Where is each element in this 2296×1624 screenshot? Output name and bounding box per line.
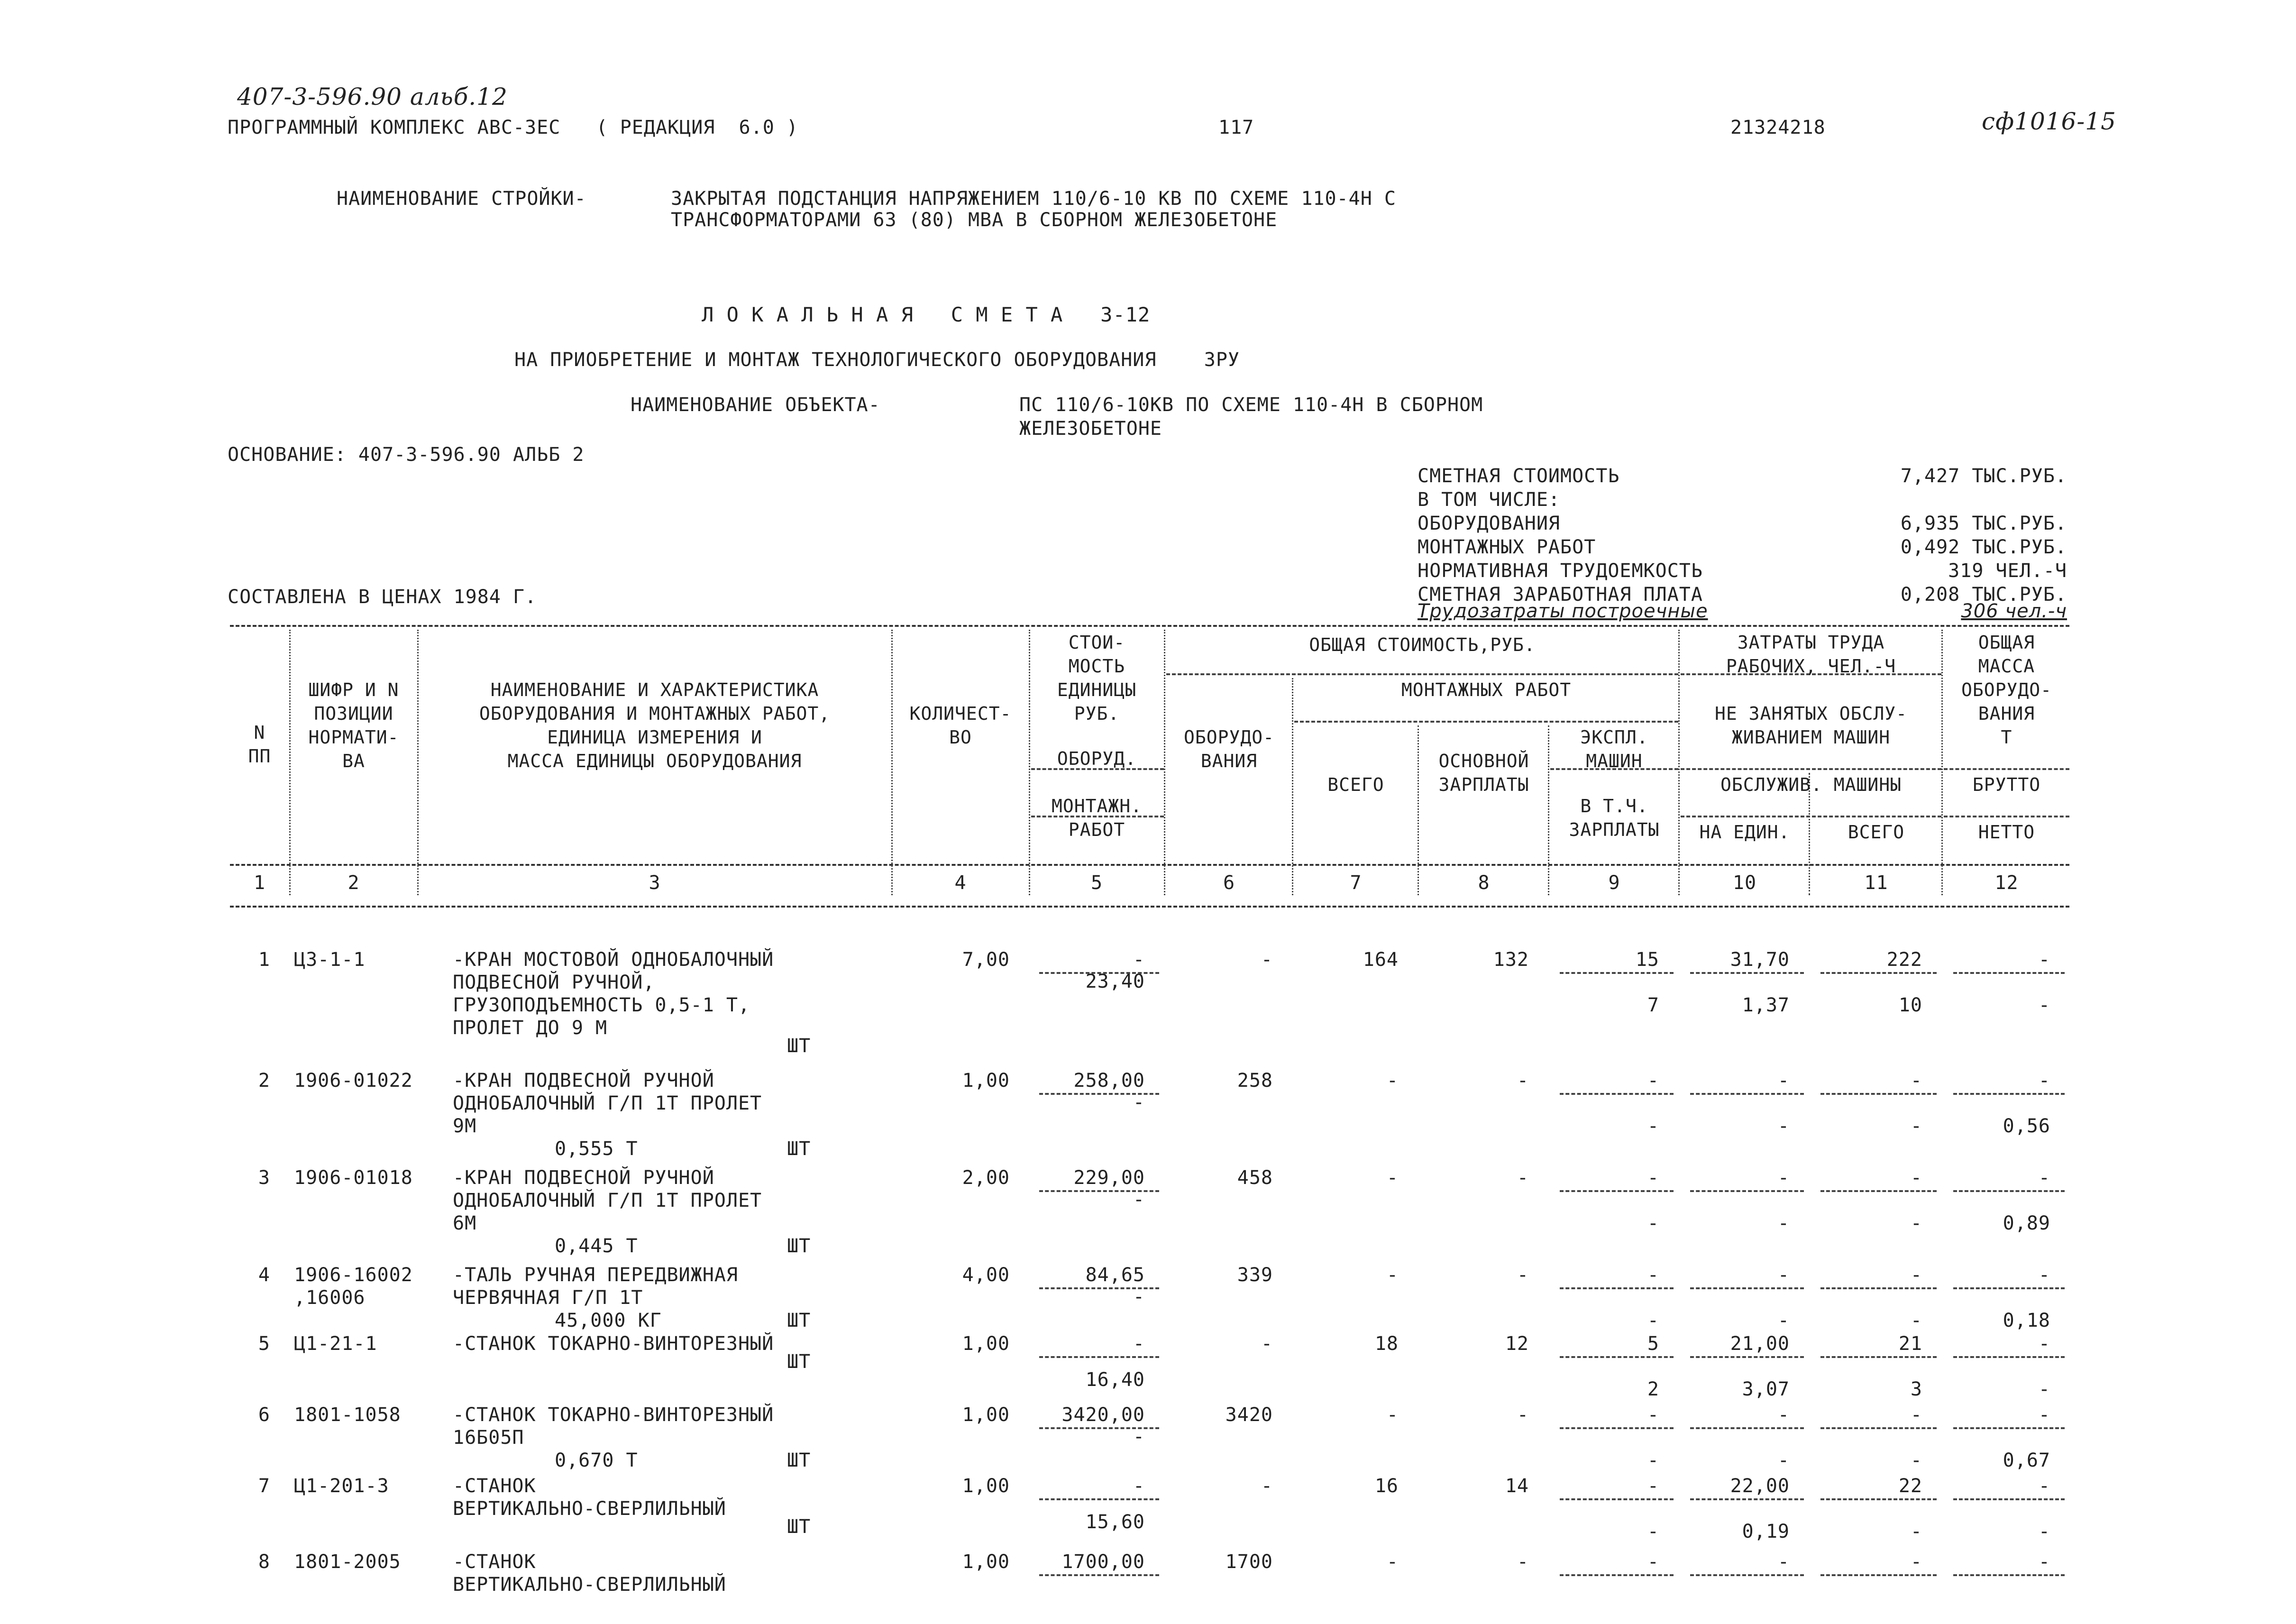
object-label: НАИМЕНОВАНИЕ ОБЪЕКТА- xyxy=(631,394,880,416)
cell-divider-rule xyxy=(1953,1287,2065,1289)
row-number: 5 xyxy=(258,1333,270,1355)
row-labor-per-unit: - xyxy=(1777,1070,1790,1092)
row-number: 7 xyxy=(258,1475,270,1497)
row-labor-per-unit: 22,00 xyxy=(1730,1475,1790,1497)
col-header-unit-equipment: ОБОРУД. xyxy=(1057,748,1137,769)
col-header-mass: ОБЩАЯ МАССА ОБОРУДО- ВАНИЯ Т xyxy=(1961,632,2052,748)
row-number: 4 xyxy=(258,1264,270,1286)
row-serving-per-unit: - xyxy=(1777,1450,1790,1471)
col-divider xyxy=(1418,725,1419,895)
cell-divider-rule xyxy=(1039,1093,1159,1095)
row-name: -КРАН ПОДВЕСНОЙ РУЧНОЙ ОДНОБАЛОЧНЫЙ Г/П 1Т ПРОЛЕТ 6М xyxy=(453,1167,762,1234)
cell-divider-rule xyxy=(1953,1190,2065,1192)
row-unit-mounting-cost: 23,40 xyxy=(1085,971,1145,992)
row-serving-per-unit: - xyxy=(1777,1115,1790,1137)
row-quantity: 7,00 xyxy=(962,949,1010,971)
row-serving-per-unit: 1,37 xyxy=(1742,994,1790,1016)
row-quantity: 1,00 xyxy=(962,1551,1010,1573)
row-unit-equipment-cost: - xyxy=(1133,1333,1145,1355)
row-equipment-total: 258 xyxy=(1237,1070,1273,1092)
col-header-gross: БРУТТО xyxy=(1972,774,2041,795)
row-mass-net: - xyxy=(2038,994,2050,1016)
row-serving-per-unit: 3,07 xyxy=(1742,1378,1790,1400)
cell-divider-rule xyxy=(1690,1498,1804,1500)
row-labor-per-unit: 31,70 xyxy=(1730,949,1790,971)
cell-divider-rule xyxy=(1690,1356,1804,1358)
row-machines-salary: - xyxy=(1647,1212,1659,1234)
row-mass-net: 0,56 xyxy=(2003,1115,2050,1137)
object-line-1: ПС 110/6-10КВ ПО СХЕМЕ 110-4Н В СБОРНОМ xyxy=(1019,394,1483,416)
cell-divider-rule xyxy=(1560,1356,1674,1358)
cell-divider-rule xyxy=(1560,1190,1674,1192)
row-serving-total: 3 xyxy=(1910,1378,1922,1400)
cell-divider-rule xyxy=(1953,972,2065,974)
row-machines: 15 xyxy=(1635,949,1659,971)
column-number: 2 xyxy=(348,872,360,894)
col-header-per-unit: НА ЕДИН. xyxy=(1699,822,1790,843)
cell-divider-rule xyxy=(1820,1427,1937,1429)
construction-line-2: ТРАНСФОРМАТОРАМИ 63 (80) МВА В СБОРНОМ ЖЕЛЕЗОБЕТОНЕ xyxy=(671,209,1278,231)
row-name: -ТАЛЬ РУЧНАЯ ПЕРЕДВИЖНАЯ ЧЕРВЯЧНАЯ Г/П 1Т xyxy=(453,1264,738,1309)
header-rule xyxy=(1681,816,1941,817)
row-machines: - xyxy=(1647,1070,1659,1092)
cell-divider-rule xyxy=(1690,1093,1804,1095)
row-labor-per-unit: - xyxy=(1777,1551,1790,1573)
row-machines-salary: - xyxy=(1647,1310,1659,1331)
row-base-salary: - xyxy=(1517,1551,1529,1573)
row-labor-total: - xyxy=(1910,1167,1922,1189)
row-base-salary: 12 xyxy=(1505,1333,1529,1355)
row-base-salary: 132 xyxy=(1493,949,1529,971)
col-header-code: ШИФР И N ПОЗИЦИИ НОРМАТИ- ВА xyxy=(308,679,399,771)
col-header-net: НЕТТО xyxy=(1978,822,2035,843)
row-unit-mounting-cost: - xyxy=(1133,1286,1145,1308)
col-header-name: НАИМЕНОВАНИЕ И ХАРАКТЕРИСТИКА ОБОРУДОВАНИЯ И МОНТАЖНЫХ РАБОТ, ЕДИНИЦА ИЗМЕРЕНИЯ И МАССА ЕДИНИЦЫ ОБОРУДОВАНИЯ xyxy=(479,679,831,771)
col-header-base-salary: ОСНОВНОЙ ЗАРПЛАТЫ xyxy=(1438,751,1529,795)
cell-divider-rule xyxy=(1560,1093,1674,1095)
row-unit: ШТ xyxy=(787,1035,811,1057)
column-number: 11 xyxy=(1864,872,1888,894)
row-unit-mass: 0,445 Т xyxy=(555,1235,638,1257)
col-header-equipment: ОБОРУДО- ВАНИЯ xyxy=(1183,727,1275,771)
row-unit-equipment-cost: 1700,00 xyxy=(1061,1551,1145,1573)
row-mount-total: - xyxy=(1386,1551,1399,1573)
program-complex: ПРОГРАММНЫЙ КОМПЛЕКС АВС-3ЕС ( РЕДАКЦИЯ 6.0 ) xyxy=(228,117,798,138)
summary-value-handwritten: 306 чел.-ч xyxy=(1961,600,2067,622)
summary-label: СМЕТНАЯ СТОИМОСТЬ xyxy=(1418,465,1620,487)
col-divider xyxy=(891,630,893,895)
header-rule xyxy=(1681,768,1941,770)
summary-value: 0,208 ТЫС.РУБ. xyxy=(1900,584,2067,606)
row-mass-gross: - xyxy=(2038,1264,2050,1286)
estimate-subtitle: НА ПРИОБРЕТЕНИЕ И МОНТАЖ ТЕХНОЛОГИЧЕСКОГО ОБОРУДОВАНИЯ ЗРУ xyxy=(514,349,1240,371)
row-serving-total: - xyxy=(1910,1450,1922,1471)
row-number: 8 xyxy=(258,1551,270,1573)
row-mount-total: 164 xyxy=(1363,949,1399,971)
cell-divider-rule xyxy=(1039,1287,1159,1289)
row-name: -СТАНОК ВЕРТИКАЛЬНО-СВЕРЛИЛЬНЫЙ xyxy=(453,1551,726,1596)
row-unit-equipment-cost: - xyxy=(1133,1475,1145,1497)
col-divider xyxy=(1548,725,1549,895)
row-code: 1801-1058 xyxy=(294,1404,401,1426)
col-header-labor: ЗАТРАТЫ ТРУДА РАБОЧИХ, ЧЕЛ.-Ч xyxy=(1726,632,1896,677)
row-unit-mass: 0,670 Т xyxy=(555,1450,638,1471)
row-serving-per-unit: - xyxy=(1777,1212,1790,1234)
column-number: 8 xyxy=(1478,872,1490,894)
object-line-2: ЖЕЛЕЗОБЕТОНЕ xyxy=(1019,418,1162,440)
col-header-total-cost: ОБЩАЯ СТОИМОСТЬ,РУБ. xyxy=(1309,634,1536,655)
row-unit: ШТ xyxy=(787,1235,811,1257)
row-equipment-total: 3420 xyxy=(1225,1404,1273,1426)
row-equipment-total: 1700 xyxy=(1225,1551,1273,1573)
cell-divider-rule xyxy=(1953,1498,2065,1500)
col-header-not-serving: НЕ ЗАНЯТЫХ ОБСЛУ- ЖИВАНИЕМ МАШИН xyxy=(1715,703,1907,748)
row-labor-total: 222 xyxy=(1886,949,1922,971)
row-machines-salary: 7 xyxy=(1647,994,1659,1016)
row-number: 3 xyxy=(258,1167,270,1189)
numbers-bottom-rule xyxy=(230,906,2069,908)
col-divider xyxy=(1164,630,1165,895)
cell-divider-rule xyxy=(1690,1574,1804,1576)
compiled-in-prices: СОСТАВЛЕНА В ЦЕНАХ 1984 Г. xyxy=(228,586,537,608)
row-quantity: 4,00 xyxy=(962,1264,1010,1286)
row-quantity: 1,00 xyxy=(962,1404,1010,1426)
cell-divider-rule xyxy=(1560,1498,1674,1500)
column-number: 9 xyxy=(1608,872,1620,894)
row-mass-gross: - xyxy=(2038,1333,2050,1355)
summary-label: МОНТАЖНЫХ РАБОТ xyxy=(1418,536,1596,558)
column-number: 5 xyxy=(1090,872,1103,894)
col-header-machines-salary: В Т.Ч. ЗАРПЛАТЫ xyxy=(1569,796,1660,840)
row-labor-total: - xyxy=(1910,1070,1922,1092)
basis: ОСНОВАНИЕ: 407-3-596.90 АЛЬБ 2 xyxy=(228,444,585,466)
row-unit-equipment-cost: - xyxy=(1133,949,1145,971)
cell-divider-rule xyxy=(1820,1356,1937,1358)
sheet-mark: сф1016-15 xyxy=(1982,108,2116,135)
row-number: 6 xyxy=(258,1404,270,1426)
row-machines-salary: - xyxy=(1647,1450,1659,1471)
col-header-mount-total: ВСЕГО xyxy=(1327,774,1384,795)
cell-divider-rule xyxy=(1039,1356,1159,1358)
row-code: Ц3-1-1 xyxy=(294,949,366,971)
cell-divider-rule xyxy=(1039,1574,1159,1576)
header-rule xyxy=(1944,816,2069,817)
row-machines: - xyxy=(1647,1475,1659,1497)
cell-divider-rule xyxy=(1820,1287,1937,1289)
col-header-quantity: КОЛИЧЕСТ- ВО xyxy=(909,703,1012,748)
cell-divider-rule xyxy=(1820,1498,1937,1500)
row-number: 1 xyxy=(258,949,270,971)
summary-label: НОРМАТИВНАЯ ТРУДОЕМКОСТЬ xyxy=(1418,560,1703,582)
row-unit-mounting-cost: 15,60 xyxy=(1085,1511,1145,1533)
row-code: 1906-01022 xyxy=(294,1070,413,1092)
row-unit-equipment-cost: 84,65 xyxy=(1085,1264,1145,1286)
cell-divider-rule xyxy=(1820,1190,1937,1192)
cell-divider-rule xyxy=(1953,1093,2065,1095)
header-rule xyxy=(1166,673,1678,675)
row-mount-total: - xyxy=(1386,1404,1399,1426)
album-number: 407-3-596.90 альб.12 xyxy=(237,83,508,110)
summary-label-handwritten: Трудозатраты построечные xyxy=(1418,600,1708,622)
row-mass-net: - xyxy=(2038,1521,2050,1542)
row-unit-mounting-cost: 16,40 xyxy=(1085,1369,1145,1391)
row-labor-total: 22 xyxy=(1898,1475,1922,1497)
cell-divider-rule xyxy=(1560,1574,1674,1576)
row-unit: ШТ xyxy=(787,1516,811,1538)
row-number: 2 xyxy=(258,1070,270,1092)
estimate-title: Л О К А Л Ь Н А Я С М Е Т А 3-12 xyxy=(702,303,1151,326)
row-serving-total: - xyxy=(1910,1115,1922,1137)
row-unit: ШТ xyxy=(787,1450,811,1471)
row-mass-gross: - xyxy=(2038,1475,2050,1497)
col-header-unit-mounting: МОНТАЖН. РАБОТ xyxy=(1051,796,1143,840)
row-equipment-total: - xyxy=(1261,949,1273,971)
document-code: 21324218 xyxy=(1730,117,1826,138)
row-labor-total: - xyxy=(1910,1264,1922,1286)
header-rule xyxy=(1294,721,1678,723)
cell-divider-rule xyxy=(1820,1574,1937,1576)
row-base-salary: - xyxy=(1517,1404,1529,1426)
row-unit: ШТ xyxy=(787,1138,811,1160)
cell-divider-rule xyxy=(1039,1498,1159,1500)
row-mount-total: - xyxy=(1386,1167,1399,1189)
row-machines-salary: - xyxy=(1647,1115,1659,1137)
col-divider xyxy=(1678,630,1680,895)
summary-label: ОБОРУДОВАНИЯ xyxy=(1418,513,1560,534)
row-code: 1801-2005 xyxy=(294,1551,401,1573)
row-base-salary: 14 xyxy=(1505,1475,1529,1497)
cell-divider-rule xyxy=(1953,1574,2065,1576)
row-serving-per-unit: - xyxy=(1777,1310,1790,1331)
row-unit-mounting-cost: - xyxy=(1133,1426,1145,1448)
row-quantity: 2,00 xyxy=(962,1167,1010,1189)
row-name: -СТАНОК ВЕРТИКАЛЬНО-СВЕРЛИЛЬНЫЙ xyxy=(453,1475,726,1520)
col-header-unit-cost: СТОИ- МОСТЬ ЕДИНИЦЫ РУБ. xyxy=(1057,632,1137,724)
row-unit-mass: 0,555 Т xyxy=(555,1138,638,1160)
column-number: 6 xyxy=(1223,872,1235,894)
column-number: 3 xyxy=(649,872,661,894)
cell-divider-rule xyxy=(1820,1093,1937,1095)
row-serving-total: - xyxy=(1910,1521,1922,1542)
row-labor-total: - xyxy=(1910,1404,1922,1426)
row-name: -КРАН ПОДВЕСНОЙ РУЧНОЙ ОДНОБАЛОЧНЫЙ Г/П 1Т ПРОЛЕТ 9М xyxy=(453,1070,762,1137)
row-mass-net: 0,18 xyxy=(2003,1310,2050,1331)
row-labor-per-unit: - xyxy=(1777,1264,1790,1286)
row-serving-total: - xyxy=(1910,1212,1922,1234)
cell-divider-rule xyxy=(1690,1190,1804,1192)
row-code: Ц1-201-3 xyxy=(294,1475,389,1497)
row-code: 1906-16002 ,16006 xyxy=(294,1264,413,1309)
row-quantity: 1,00 xyxy=(962,1475,1010,1497)
column-number: 4 xyxy=(954,872,967,894)
row-mount-total: - xyxy=(1386,1070,1399,1092)
row-quantity: 1,00 xyxy=(962,1333,1010,1355)
summary-value: 0,492 ТЫС.РУБ. xyxy=(1900,536,2067,558)
cell-divider-rule xyxy=(1690,1287,1804,1289)
row-mass-net: - xyxy=(2038,1378,2050,1400)
row-mount-total: 18 xyxy=(1374,1333,1399,1355)
cell-divider-rule xyxy=(1820,972,1937,974)
row-mass-gross: - xyxy=(2038,1551,2050,1573)
row-equipment-total: - xyxy=(1261,1333,1273,1355)
row-mass-net: 0,67 xyxy=(2003,1450,2050,1471)
column-number: 7 xyxy=(1350,872,1362,894)
row-equipment-total: 458 xyxy=(1237,1167,1273,1189)
table-top-rule xyxy=(230,625,2069,627)
cell-divider-rule xyxy=(1690,1427,1804,1429)
row-unit: ШТ xyxy=(787,1351,811,1373)
col-header-serving: ОБСЛУЖИВ. МАШИНЫ xyxy=(1720,774,1902,795)
row-unit-equipment-cost: 258,00 xyxy=(1073,1070,1145,1092)
row-unit-mounting-cost: - xyxy=(1133,1189,1145,1211)
row-mass-net: 0,89 xyxy=(2003,1212,2050,1234)
column-number: 10 xyxy=(1732,872,1757,894)
row-unit-equipment-cost: 3420,00 xyxy=(1061,1404,1145,1426)
row-code: Ц1-21-1 xyxy=(294,1333,377,1355)
row-unit-mass: 45,000 КГ xyxy=(555,1310,662,1331)
row-machines: - xyxy=(1647,1264,1659,1286)
row-labor-per-unit: - xyxy=(1777,1404,1790,1426)
row-unit-equipment-cost: 229,00 xyxy=(1073,1167,1145,1189)
cell-divider-rule xyxy=(1039,1190,1159,1192)
cell-divider-rule xyxy=(1953,1427,2065,1429)
row-labor-per-unit: - xyxy=(1777,1167,1790,1189)
row-name: -СТАНОК ТОКАРНО-ВИНТОРЕЗНЫЙ xyxy=(453,1333,774,1355)
row-base-salary: - xyxy=(1517,1070,1529,1092)
row-machines: - xyxy=(1647,1404,1659,1426)
row-machines: - xyxy=(1647,1551,1659,1573)
construction-line-1: ЗАКРЫТАЯ ПОДСТАНЦИЯ НАПРЯЖЕНИЕМ 110/6-10 КВ ПО СХЕМЕ 110-4Н С xyxy=(671,188,1397,210)
summary-value: 6,935 ТЫС.РУБ. xyxy=(1900,513,2067,534)
cell-divider-rule xyxy=(1560,1427,1674,1429)
row-name: -СТАНОК ТОКАРНО-ВИНТОРЕЗНЫЙ 16Б05П xyxy=(453,1404,774,1449)
cell-divider-rule xyxy=(1039,972,1159,974)
row-mass-gross: - xyxy=(2038,1070,2050,1092)
column-number: 12 xyxy=(1994,872,2019,894)
row-base-salary: - xyxy=(1517,1167,1529,1189)
row-mount-total: 16 xyxy=(1374,1475,1399,1497)
cell-divider-rule xyxy=(1560,1287,1674,1289)
col-divider xyxy=(1292,678,1293,895)
header-bottom-rule xyxy=(230,864,2069,866)
summary-label: В ТОМ ЧИСЛЕ: xyxy=(1418,489,1560,511)
row-base-salary: - xyxy=(1517,1264,1529,1286)
row-mass-gross: - xyxy=(2038,949,2050,971)
row-quantity: 1,00 xyxy=(962,1070,1010,1092)
header-rule xyxy=(1944,768,2069,770)
col-header-machines: ЭКСПЛ. МАШИН xyxy=(1580,727,1648,771)
row-mount-total: - xyxy=(1386,1264,1399,1286)
col-header-labor-total: ВСЕГО xyxy=(1848,822,1905,843)
col-header-number: N ПП xyxy=(248,722,271,767)
column-number: 1 xyxy=(253,872,266,894)
row-mass-gross: - xyxy=(2038,1167,2050,1189)
row-serving-total: - xyxy=(1910,1310,1922,1331)
row-unit: ШТ xyxy=(787,1310,811,1331)
row-serving-total: 10 xyxy=(1898,994,1922,1016)
construction-label: НАИМЕНОВАНИЕ СТРОЙКИ- xyxy=(337,188,586,210)
row-machines-salary: 2 xyxy=(1647,1378,1659,1400)
row-machines: - xyxy=(1647,1167,1659,1189)
cell-divider-rule xyxy=(1953,1356,2065,1358)
row-labor-total: 21 xyxy=(1898,1333,1922,1355)
row-labor-per-unit: 21,00 xyxy=(1730,1333,1790,1355)
cell-divider-rule xyxy=(1039,1427,1159,1429)
row-code: 1906-01018 xyxy=(294,1167,413,1189)
row-name: -КРАН МОСТОВОЙ ОДНОБАЛОЧНЫЙ ПОДВЕСНОЙ РУЧНОЙ, ГРУЗОПОДЪЕМНОСТЬ 0,5-1 Т, ПРОЛЕТ ДО 9 М xyxy=(453,949,774,1039)
row-machines-salary: - xyxy=(1647,1521,1659,1542)
summary-label: СМЕТНАЯ ЗАРАБОТНАЯ ПЛАТА xyxy=(1418,584,1703,606)
summary-value: 319 ЧЕЛ.-Ч xyxy=(1948,560,2067,582)
cell-divider-rule xyxy=(1690,972,1804,974)
col-divider xyxy=(1941,630,1943,895)
row-serving-per-unit: 0,19 xyxy=(1742,1521,1790,1542)
page-number: 117 xyxy=(1218,117,1254,138)
row-machines: 5 xyxy=(1647,1333,1659,1355)
col-header-mounting: МОНТАЖНЫХ РАБОТ xyxy=(1401,679,1572,700)
cell-divider-rule xyxy=(1560,972,1674,974)
row-mass-gross: - xyxy=(2038,1404,2050,1426)
row-unit-mounting-cost: - xyxy=(1133,1092,1145,1113)
row-labor-total: - xyxy=(1910,1551,1922,1573)
row-equipment-total: 339 xyxy=(1237,1264,1273,1286)
row-equipment-total: - xyxy=(1261,1475,1273,1497)
summary-value: 7,427 ТЫС.РУБ. xyxy=(1900,465,2067,487)
